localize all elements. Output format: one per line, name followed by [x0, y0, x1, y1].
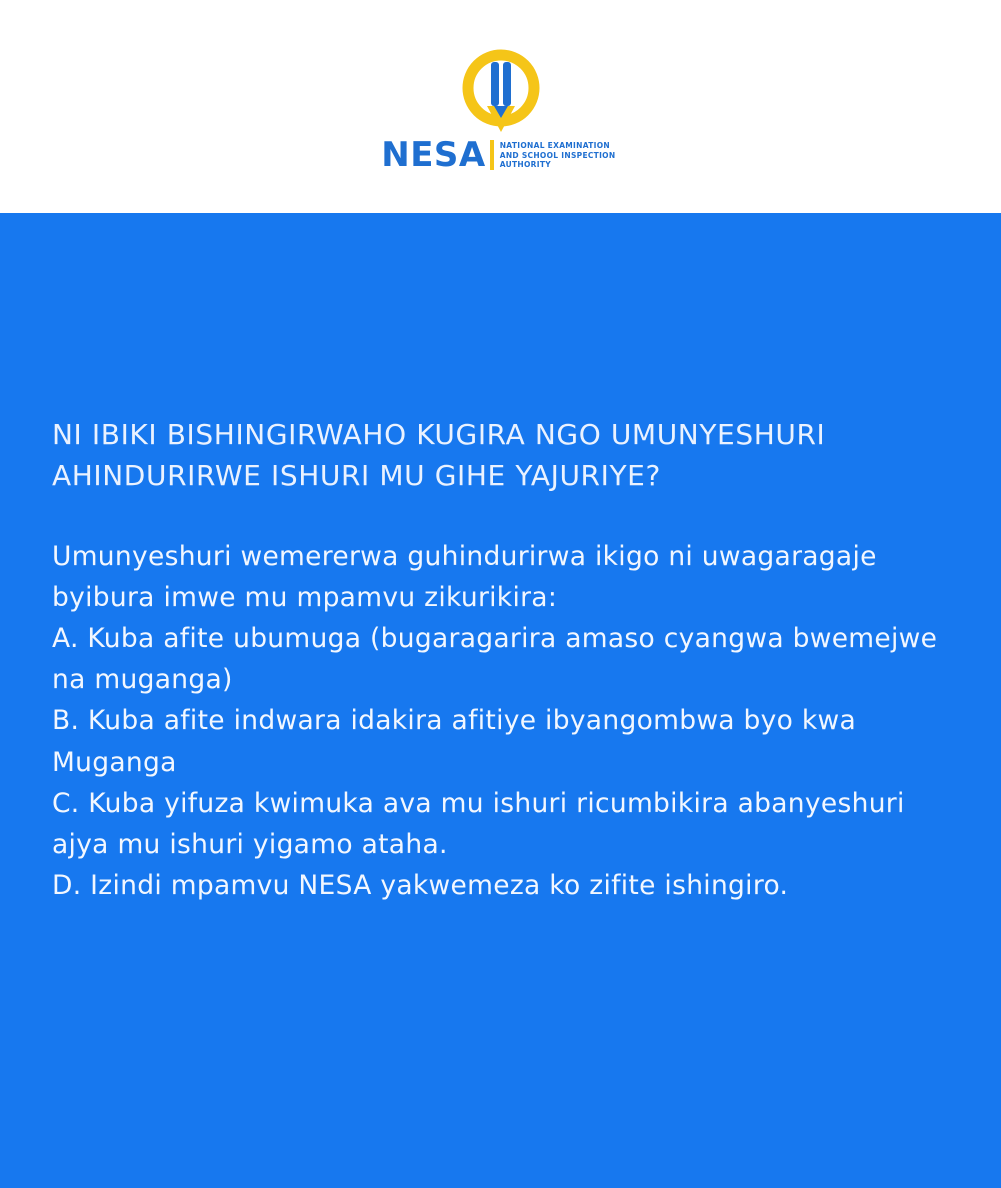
answer-block — [52, 536, 949, 906]
answer-option-b: B. Kuba afite indwara idakira afitiye ibyangombwa byo kwa Muganga — [52, 705, 865, 778]
nesa-subtitle-text: NATIONAL EXAMINATION AND SCHOOL INSPECTION AUTHORITY — [499, 141, 616, 170]
answer-option-c: C. Kuba yifuza kwimuka ava mu ishuri ricumbikira abanyeshuri ajya mu ishuri yigamo ataha. — [52, 787, 914, 860]
answer-option-a: A. Kuba afite ubumuga (bugaragarira amaso cyangwa bwemejwe na muganga) — [52, 623, 946, 696]
question-title: NI IBIKI BISHINGIRWAHO KUGIRA NGO UMUNYESHURI AHINDURIRWE ISHURI MU GIHE YAJURIYE? — [52, 418, 826, 492]
header-card — [0, 28, 1001, 213]
nesa-logo — [351, 46, 651, 196]
answer-intro: Umunyeshuri wemererwa guhindurirwa ikigo ni uwagaragaje byibura imwe mu mpamvu zikurikira: — [52, 541, 886, 614]
nesa-pencil-logo-icon — [453, 48, 549, 144]
answer-option-d: D. Izindi mpamvu NESA yakwemeza ko zifite ishingiro. — [52, 869, 789, 901]
content-panel — [0, 213, 1001, 1188]
nesa-wordmark-text: NESA — [381, 134, 486, 175]
